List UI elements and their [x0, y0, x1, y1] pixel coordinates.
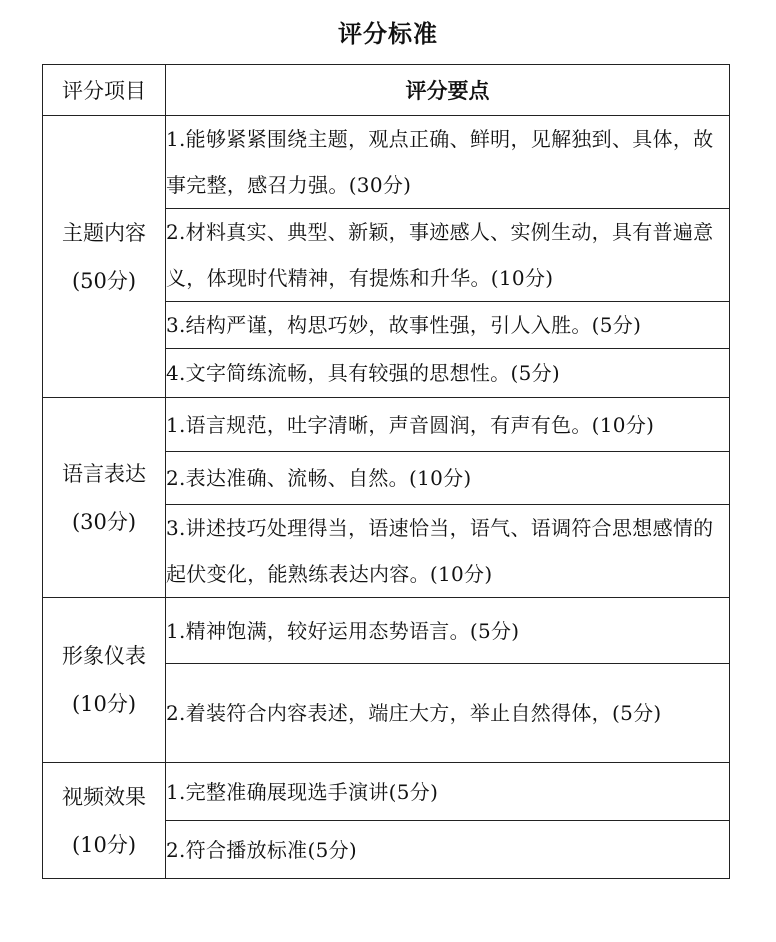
- category-theme-content: [43, 116, 166, 398]
- table-row: [43, 598, 730, 664]
- table-row: [43, 398, 730, 452]
- table-row: [43, 116, 730, 209]
- header-scoring-item: 评分项目: [43, 65, 166, 116]
- criterion-cell: 2.表达准确、流畅、自然。(10分): [166, 452, 730, 505]
- category-score: (30分): [71, 509, 137, 534]
- criterion-cell: 2.着装符合内容表述，端庄大方，举止自然得体，(5分): [166, 664, 730, 763]
- page-title: 评分标准: [338, 20, 438, 48]
- category-name: 主题内容: [62, 220, 146, 245]
- criterion-cell: 4.文字简练流畅，具有较强的思想性。(5分): [166, 349, 730, 398]
- criterion-cell: 1.完整准确展现选手演讲(5分): [166, 763, 730, 821]
- criterion-cell: 2.符合播放标准(5分): [166, 821, 730, 879]
- criterion-cell: 1.能够紧紧围绕主题，观点正确、鲜明，见解独到、具体，故事完整，感召力强。(30分): [166, 116, 730, 209]
- category-score: (50分): [71, 268, 137, 293]
- scoring-table: [42, 64, 730, 879]
- table-header-row: [43, 65, 730, 116]
- table-row: [43, 763, 730, 821]
- category-video-effect: [43, 763, 166, 879]
- criterion-cell: 2.材料真实、典型、新颖，事迹感人、实例生动，具有普遍意义，体现时代精神，有提炼和升华。(10分): [166, 209, 730, 302]
- category-name: 语言表达: [62, 461, 146, 486]
- header-scoring-points: 评分要点: [166, 65, 730, 116]
- category-image-appearance: [43, 598, 166, 763]
- criterion-cell: 3.讲述技巧处理得当，语速恰当，语气、语调符合思想感情的起伏变化，能熟练表达内容。(10分): [166, 505, 730, 598]
- criterion-cell: 1.精神饱满，较好运用态势语言。(5分): [166, 598, 730, 664]
- criterion-cell: 1.语言规范，吐字清晰，声音圆润，有声有色。(10分): [166, 398, 730, 452]
- category-language-expression: [43, 398, 166, 598]
- category-name: 视频效果: [62, 784, 146, 809]
- category-name: 形象仪表: [62, 644, 146, 668]
- category-score: (10分): [71, 832, 137, 857]
- criterion-cell: 3.结构严谨，构思巧妙，故事性强，引人入胜。(5分): [166, 302, 730, 349]
- category-score: (10分): [71, 692, 137, 716]
